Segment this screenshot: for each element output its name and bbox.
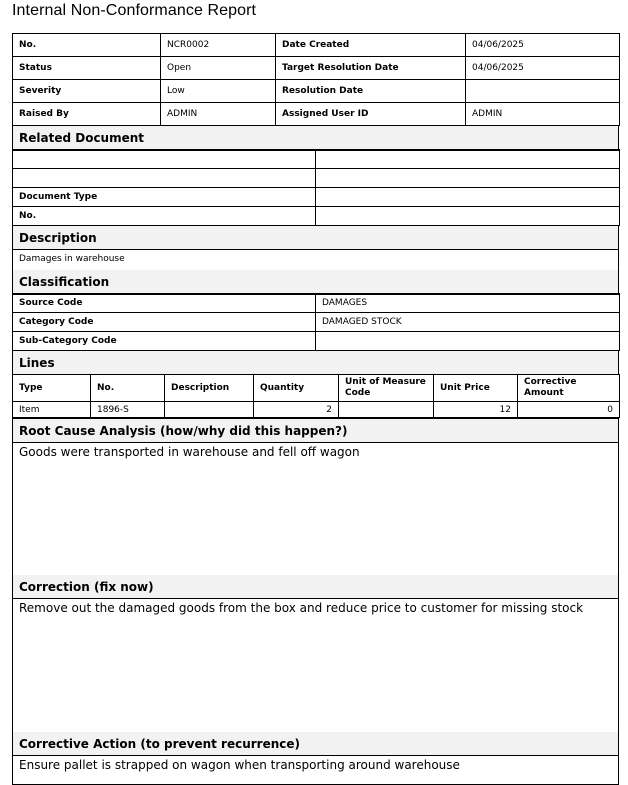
- category-code-label: Category Code: [13, 313, 316, 332]
- line-type: Item: [13, 402, 91, 418]
- table-row: [13, 313, 620, 332]
- section-heading: Related Document: [13, 126, 618, 150]
- column-header: No.: [91, 375, 165, 402]
- classification-section: [12, 270, 619, 295]
- document-no-value: [316, 207, 620, 226]
- subcategory-code-label: Sub-Category Code: [13, 332, 316, 351]
- empty-cell: [316, 150, 620, 169]
- table-header-row: [13, 375, 620, 402]
- line-description: [165, 402, 254, 418]
- subcategory-code-value: [316, 332, 620, 351]
- description-text: Damages in warehouse: [19, 254, 125, 264]
- category-code-value: DAMAGED STOCK: [316, 313, 620, 332]
- header-row: [13, 80, 620, 103]
- field-label: Target Resolution Date: [276, 57, 466, 80]
- classification-table: [12, 293, 620, 351]
- field-label: Resolution Date: [276, 80, 466, 103]
- table-row: [13, 332, 620, 351]
- table-row: [13, 294, 620, 313]
- document-type-label: Document Type: [13, 188, 316, 207]
- field-value: [466, 80, 620, 103]
- correction-section: [12, 575, 619, 733]
- section-heading: Root Cause Analysis (how/why did this happen?): [13, 419, 618, 443]
- field-label: Status: [13, 57, 161, 80]
- document-no-label: No.: [13, 207, 316, 226]
- column-header: Description: [165, 375, 254, 402]
- related-document-section: [12, 125, 619, 151]
- section-heading: Correction (fix now): [13, 575, 618, 599]
- section-heading: Classification: [13, 270, 618, 294]
- field-label: No.: [13, 34, 161, 57]
- table-row: [13, 150, 620, 169]
- root-cause-section: [12, 418, 619, 577]
- report-title: Internal Non-Conformance Report: [12, 2, 257, 19]
- column-header: Unit of Measure Code: [339, 375, 434, 402]
- table-row: [13, 188, 620, 207]
- field-label: Severity: [13, 80, 161, 103]
- line-quantity: 2: [254, 402, 339, 418]
- section-heading: Description: [13, 226, 618, 250]
- related-document-table: [12, 149, 620, 226]
- field-value: ADMIN: [161, 103, 276, 126]
- column-header: Corrective Amount: [518, 375, 620, 402]
- correction-text: Remove out the damaged goods from the box and reduce price to customer for missing stock: [19, 601, 584, 615]
- field-value: Low: [161, 80, 276, 103]
- section-heading: Corrective Action (to prevent recurrence): [13, 732, 618, 756]
- header-row: [13, 57, 620, 80]
- field-label: Raised By: [13, 103, 161, 126]
- corrective-action-section: [12, 732, 619, 785]
- source-code-value: DAMAGES: [316, 294, 620, 313]
- table-row: [13, 402, 620, 418]
- column-header: Type: [13, 375, 91, 402]
- field-value: Open: [161, 57, 276, 80]
- header-table: [12, 33, 620, 126]
- lines-section: [12, 351, 619, 375]
- line-no: 1896-S: [91, 402, 165, 418]
- table-row: [13, 207, 620, 226]
- document-type-value: [316, 188, 620, 207]
- column-header: Quantity: [254, 375, 339, 402]
- lines-table: [12, 374, 620, 418]
- empty-cell: [13, 150, 316, 169]
- header-row: [13, 103, 620, 126]
- line-uom: [339, 402, 434, 418]
- empty-cell: [316, 169, 620, 188]
- field-label: Date Created: [276, 34, 466, 57]
- field-value: 04/06/2025: [466, 57, 620, 80]
- section-heading: Lines: [13, 351, 618, 374]
- root-cause-text: Goods were transported in warehouse and fell off wagon: [19, 445, 360, 459]
- source-code-label: Source Code: [13, 294, 316, 313]
- column-header: Unit Price: [434, 375, 518, 402]
- header-row: [13, 34, 620, 57]
- corrective-action-text: Ensure pallet is strapped on wagon when transporting around warehouse: [19, 758, 460, 772]
- field-label: Assigned User ID: [276, 103, 466, 126]
- field-value: ADMIN: [466, 103, 620, 126]
- empty-cell: [13, 169, 316, 188]
- line-unit-price: 12: [434, 402, 518, 418]
- line-corrective-amount: 0: [518, 402, 620, 418]
- description-section: [12, 226, 619, 271]
- table-row: [13, 169, 620, 188]
- field-value: 04/06/2025: [466, 34, 620, 57]
- field-value: NCR0002: [161, 34, 276, 57]
